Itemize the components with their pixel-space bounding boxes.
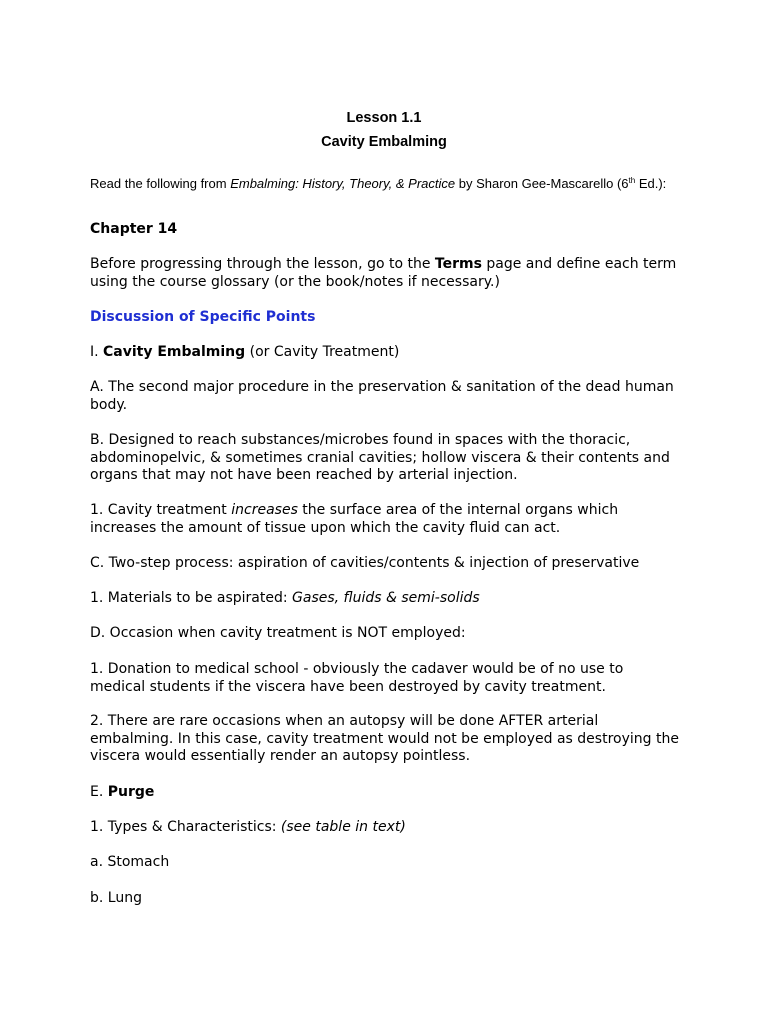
terms-link-text: Terms <box>434 256 482 272</box>
book-title: Embalming: History, Theory, & Practice <box>230 176 456 191</box>
item-a-paragraph: A. The second major procedure in the preservation & sanitation of the dead human body. <box>90 379 674 413</box>
item-b-paragraph: B. Designed to reach substances/microbes found in spaces with the thoracic, abdominopelvic, & sometimes cranial cavities; hollow viscera & their contents and organs that may not have been reached by arterial injection. <box>90 432 670 483</box>
discussion-heading: Discussion of Specific Points <box>90 309 316 325</box>
item-c-paragraph: C. Two-step process: aspiration of cavities/contents & injection of preservative <box>90 555 640 571</box>
item-c1-paragraph: 1. Materials to be aspirated: Gases, fluids & semi-solids <box>90 590 480 606</box>
lesson-number: Lesson 1.1 <box>346 110 422 126</box>
item-d-paragraph: D. Occasion when cavity treatment is NOT employed: <box>90 625 466 641</box>
list-item-lung: b. Lung <box>90 890 142 906</box>
lesson-title: Cavity Embalming <box>321 134 447 150</box>
terms-note: Before progressing through the lesson, go to the Terms page and define each term using the course glossary (or the book/notes if necessary.) <box>90 256 677 290</box>
item-d2-paragraph: 2. There are rare occasions when an autopsy will be done AFTER arterial embalming. In this case, cavity treatment would not be employed as destroying the viscera would essentially render an autopsy pointless. <box>90 713 679 764</box>
item-b1-paragraph: 1. Cavity treatment increases the surface area of the internal organs which increases the amount of tissue upon which the cavity fluid can act. <box>90 502 619 536</box>
chapter-heading: Chapter 14 <box>90 221 178 237</box>
reading-intro: Read the following from Embalming: History, Theory, & Practice by Sharon Gee-Mascarello (6th Ed.): <box>90 176 667 191</box>
item-d1-paragraph: 1. Donation to medical school - obviously the cadaver would be of no use to medical students if the viscera have been destroyed by cavity treatment. <box>90 661 624 695</box>
section-cavity-embalming: I. Cavity Embalming (or Cavity Treatment) <box>90 344 400 360</box>
item-e1-paragraph: 1. Types & Characteristics: (see table in text) <box>90 819 406 835</box>
list-item-stomach: a. Stomach <box>90 854 170 870</box>
item-e-heading: E. Purge <box>90 784 155 800</box>
